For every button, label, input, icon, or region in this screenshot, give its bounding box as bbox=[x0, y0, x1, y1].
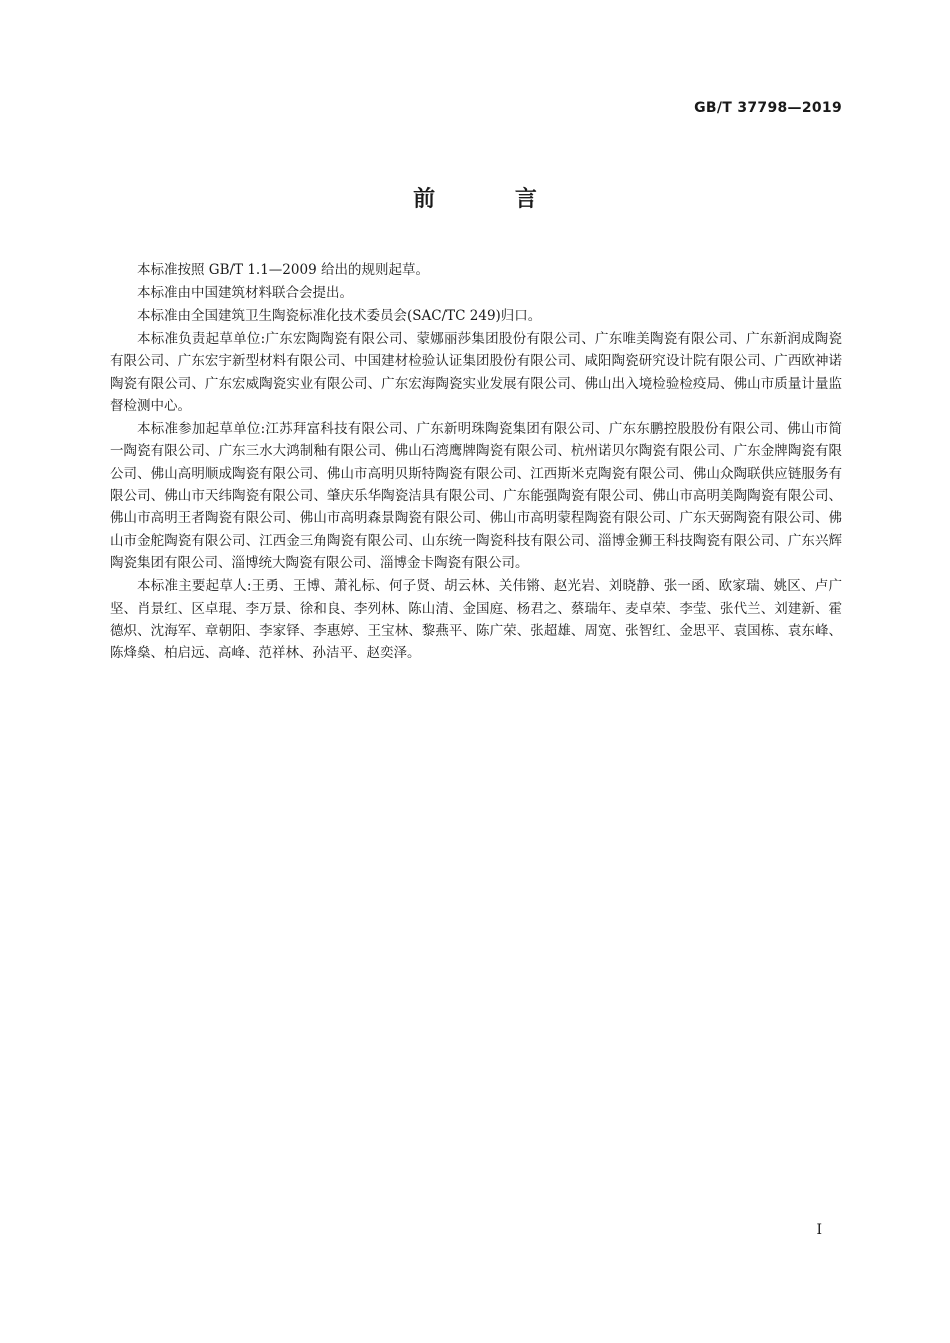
standard-code: GB/T 37798—2019 bbox=[694, 100, 842, 116]
body-text bbox=[110, 259, 842, 665]
paragraph-proposer: 本标准由中国建筑材料联合会提出。 bbox=[137, 284, 353, 301]
paragraph-main-drafters: 本标准主要起草人:王勇、王博、萧礼标、何子贤、胡云林、关伟锵、赵光岩、刘晓静、张一函、欧家瑞、姚区、卢广坚、肖景红、区卓琨、李万景、徐和良、李列林、陈山清、金国庭、杨君之、蔡瑞年、麦卓荣、李莹、张代兰、刘建新、霍德炽、沈海军、章朝阳、李家铎、李惠婷、王宝林、黎燕平、陈广荣、张超雄、周宽、张智红、金思平、袁国栋、袁东峰、陈烽燊、柏启远、高峰、范祥林、孙洁平、赵奕泽。 bbox=[110, 578, 842, 662]
paragraph-committee: 本标准由全国建筑卫生陶瓷标准化技术委员会(SAC/TC 249)归口。 bbox=[137, 307, 542, 324]
paragraph-drafting-rules: 本标准按照 GB/T 1.1—2009 给出的规则起草。 bbox=[137, 262, 429, 278]
paragraph-responsible-units: 本标准负责起草单位:广东宏陶陶瓷有限公司、蒙娜丽莎集团股份有限公司、广东唯美陶瓷有限公司、广东新润成陶瓷有限公司、广东宏宇新型材料有限公司、中国建材检验认证集团股份有限公司、咸阳陶瓷研究设计院有限公司、广西欧神诺陶瓷有限公司、广东宏威陶瓷实业有限公司、广东宏海陶瓷实业发展有限公司、佛山出入境检验检疫局、佛山市质量计量监督检测中心。 bbox=[110, 330, 842, 414]
page-number: I bbox=[816, 1222, 822, 1238]
paragraph-participating-units: 本标准参加起草单位:江苏拜富科技有限公司、广东新明珠陶瓷集团有限公司、广东东鹏控股股份有限公司、佛山市简一陶瓷有限公司、广东三水大鸿制釉有限公司、佛山石湾鹰牌陶瓷有限公司、杭州诺贝尔陶瓷有限公司、广东金牌陶瓷有限公司、佛山高明顺成陶瓷有限公司、佛山市高明贝斯特陶瓷有限公司、江西斯米克陶瓷有限公司、佛山众陶联供应链服务有限公司、佛山市天纬陶瓷有限公司、肇庆乐华陶瓷洁具有限公司、广东能强陶瓷有限公司、佛山市高明美陶陶瓷有限公司、佛山市高明王者陶瓷有限公司、佛山市高明森景陶瓷有限公司、佛山市高明蒙程陶瓷有限公司、广东天弼陶瓷有限公司、佛山市金舵陶瓷有限公司、江西金三角陶瓷有限公司、山东统一陶瓷科技有限公司、淄博金狮王科技陶瓷有限公司、广东兴辉陶瓷集团有限公司、淄博统大陶瓷有限公司、淄博金卡陶瓷有限公司。 bbox=[110, 420, 842, 572]
page-title: 前 言 bbox=[413, 187, 573, 212]
